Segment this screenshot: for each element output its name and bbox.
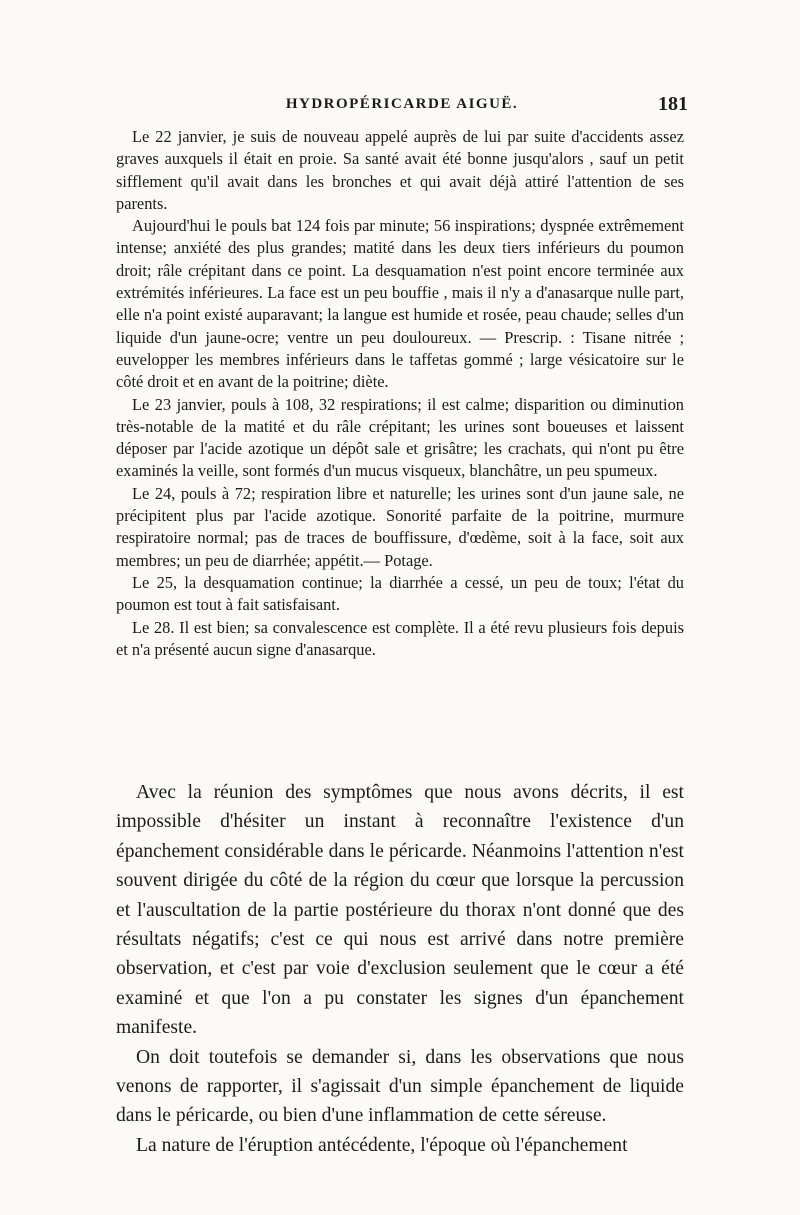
discussion-paragraph: Avec la réunion des symptômes que nous avons décrits, il est impossible d'hésiter un instant à reconnaître l'existence d'un épanchement considérable dans le péricarde. Néanmoins l'attention n'est souvent dirigée du côté de la région du cœur que lorsque la percussion et l'auscultation de la partie postérieure du thorax n'ont donné que des résultats négatifs; c'est ce qui nous est arrivé dans notre première observation, et c'est par voie d'exclusion seulement que le cœur a été examiné et que l'on a pu constater les signes d'un épanchement manifeste. <box>116 782 684 1039</box>
case-paragraph: Aujourd'hui le pouls bat 124 fois par minute; 56 inspirations; dyspnée extrêmement intense; anxiété des plus grandes; matité dans les deux tiers inférieurs du poumon droit; râle crépitant dans ce point. La desquamation n'est point encore terminée aux extrémités inférieures. La face est un peu bouffie , mais il n'y a d'anasarque nulle part, elle n'a point existé auparavant; la langue est humide et rosée, peau chaude; selles d'un liquide d'un jaune-ocre; ventre un peu douloureux. — Prescrip. : Tisane nitrée ; euvelopper les membres inférieurs dans le taffetas gommé ; large vésicatoire sur le côté droit et en avant de la poitrine; diète. <box>116 216 684 392</box>
case-paragraph: Le 24, pouls à 72; respiration libre et naturelle; les urines sont d'un jaune sale, ne précipitent plus par l'acide azotique. Sonorité parfaite de la poitrine, murmure respiratoire normal; pas de traces de bouffissure, d'œdème, soit à la face, soit aux membres; un peu de diarrhée; appétit.— Potage. <box>116 483 684 570</box>
case-paragraph: Le 22 janvier, je suis de nouveau appelé auprès de lui par suite d'accidents assez graves auxquels il était en proie. Sa santé avait été bonne jusqu'alors , sauf un petit sifflement qu'il avait dans les bronches et qui avait déjà attiré l'attention de ses parents. <box>116 127 684 213</box>
discussion-text <box>116 778 684 1160</box>
page-number: 181 <box>658 93 688 115</box>
case-paragraph: Le 28. Il est bien; sa convalescence est complète. Il a été revu plusieurs fois depuis et n'a présenté aucun signe d'anasarque. <box>116 617 684 659</box>
discussion-paragraph: La nature de l'éruption antécédente, l'époque où l'épanchement <box>136 1134 628 1156</box>
case-report-text <box>116 126 684 661</box>
discussion-paragraph: On doit toutefois se demander si, dans les observations que nous venons de rapporter, il s'agissait d'un simple épanchement de liquide dans le péricarde, ou bien d'une inflammation de cette séreuse. <box>116 1046 684 1127</box>
page-header <box>116 93 688 120</box>
running-title: HYDROPÉRICARDE AIGUË. <box>285 96 519 112</box>
case-paragraph: Le 23 janvier, pouls à 108, 32 respirations; il est calme; disparition ou diminution très-notable de la matité et du râle crépitant; les urines sont boueuses et laissent déposer par l'acide azotique un dépôt sale et grisâtre; les crachats, qui n'ont pu être examinés la veille, sont formés d'un mucus visqueux, blanchâtre, un peu spumeux. <box>116 394 684 481</box>
case-paragraph: Le 25, la desquamation continue; la diarrhée a cessé, un peu de toux; l'état du poumon est tout à fait satisfaisant. <box>116 572 684 615</box>
